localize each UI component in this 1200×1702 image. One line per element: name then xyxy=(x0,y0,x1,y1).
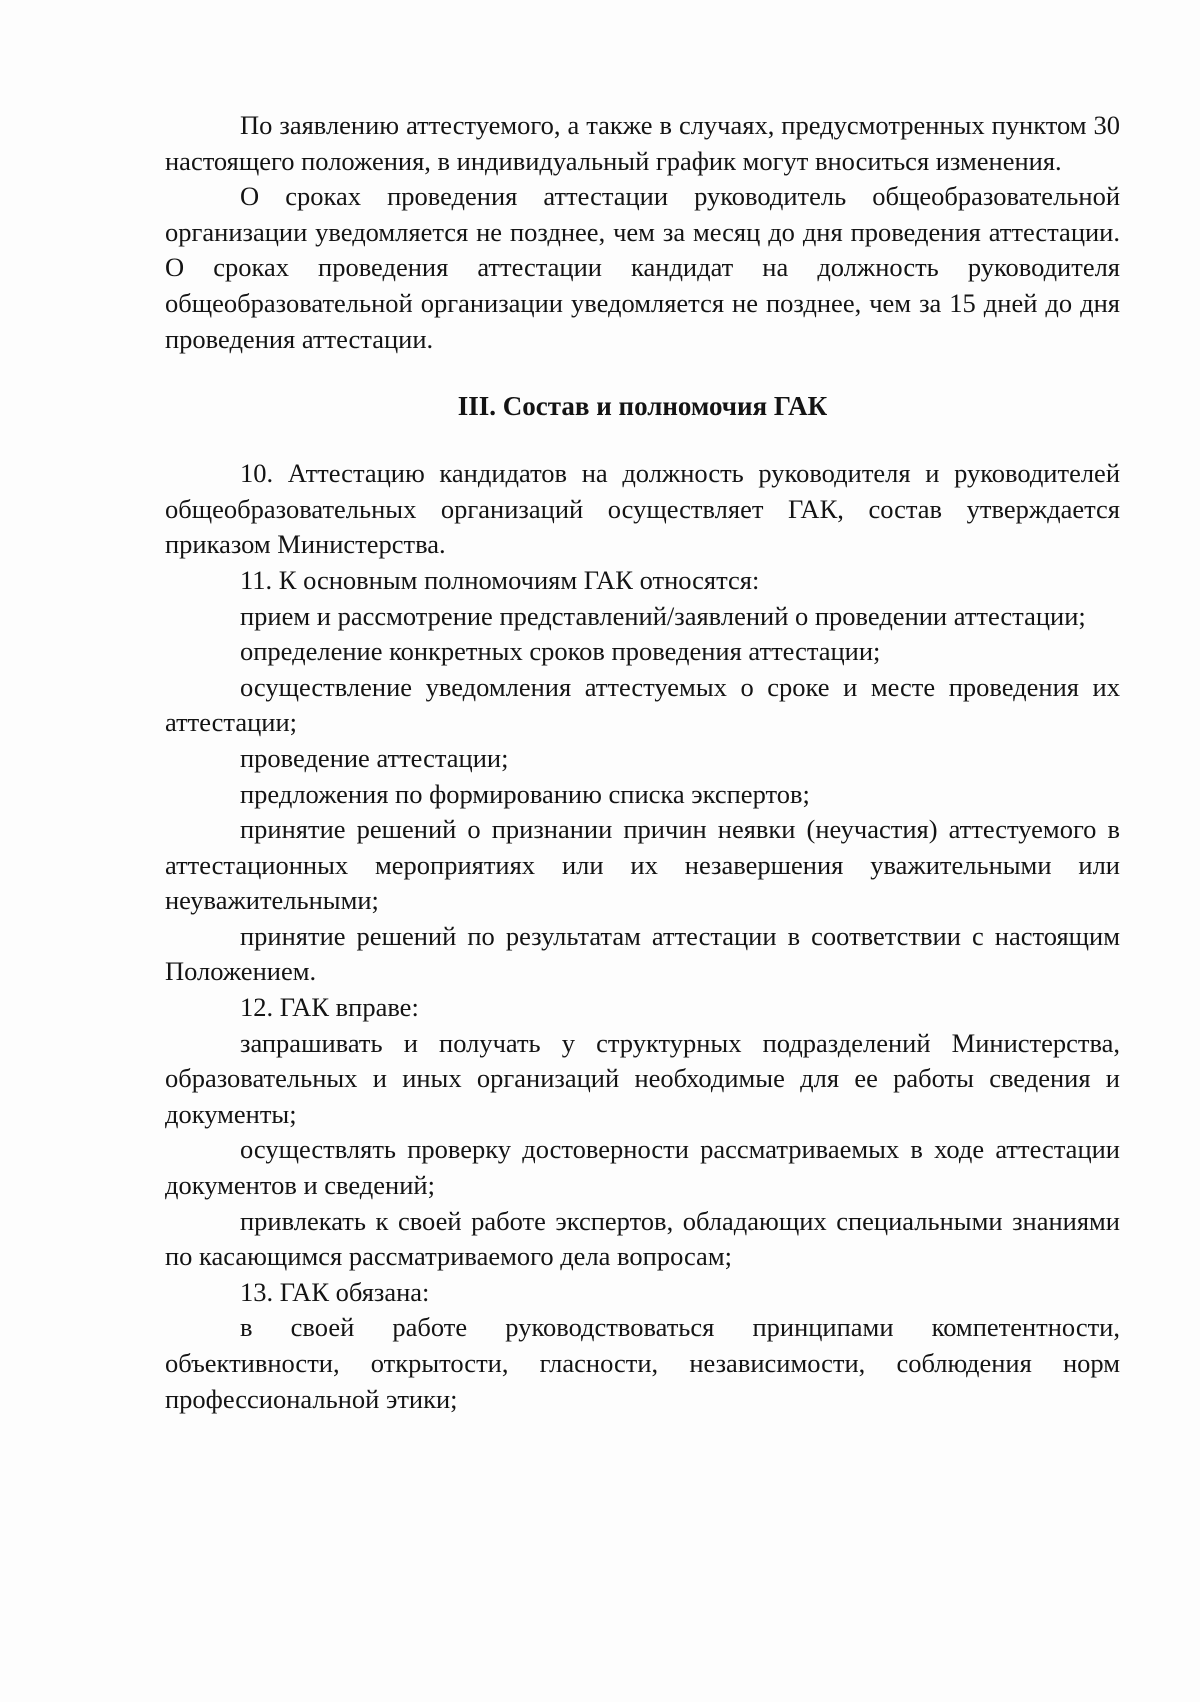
list-item-right: привлекать к своей работе экспертов, обладающих специальными знаниями по касающимся рассматриваемого дела вопросам; xyxy=(165,1205,1120,1272)
section-title: III. Состав и полномочия ГАК xyxy=(457,391,828,422)
list-item-duty: в своей работе руководствоваться принципами компетентности, объективности, открытости, гласности, независимости, соблюдения норм профессиональной этики; xyxy=(165,1312,1120,1414)
paragraph-10-gak-composition: 10. Аттестацию кандидатов на должность руководителя и руководителей общеобразовательных организаций осуществляет ГАК, состав утверждается приказом Министерства. xyxy=(165,458,1120,560)
paragraph-schedule-changes: По заявлению аттестуемого, а также в случаях, предусмотренных пунктом 30 настоящего положения, в индивидуальный график могут вноситься изменения. xyxy=(165,110,1120,176)
list-item-power: осуществление уведомления аттестуемых о сроке и месте проведения их аттестации; xyxy=(165,671,1120,738)
paragraph-12-rights-intro: 12. ГАК вправе: xyxy=(240,992,419,1023)
paragraph-11-powers-intro: 11. К основным полномочиям ГАК относятся: xyxy=(240,564,760,595)
list-item-power: определение конкретных сроков проведения аттестации; xyxy=(240,636,881,667)
list-item-power: проведение аттестации; xyxy=(240,742,509,773)
list-item-power: принятие решений по результатам аттестации в соответствии с настоящим Положением. xyxy=(165,920,1120,987)
paragraph-13-duties-intro: 13. ГАК обязана: xyxy=(240,1276,430,1307)
document-body xyxy=(165,108,1120,1417)
list-item-right: осуществлять проверку достоверности рассматриваемых в ходе аттестации документов и сведений; xyxy=(165,1134,1120,1201)
list-item-power: принятие решений о признании причин неявки (неучастия) аттестуемого в аттестационных мероприятиях или их незавершения уважительными или неуважительными; xyxy=(165,814,1120,916)
list-item-power: прием и рассмотрение представлений/заявлений о проведении аттестации; xyxy=(240,600,1086,631)
list-item-power: предложения по формированию списка экспертов; xyxy=(240,778,810,809)
paragraph-attestation-notice: О сроках проведения аттестации руководитель общеобразовательной организации уведомляется не позднее, чем за месяц до дня проведения аттестации. О сроках проведения аттестации кандидат на должность руководителя общеобразовательной организации уведомляется не позднее, чем за 15 дней до дня проведения аттестации. xyxy=(165,181,1120,354)
list-item-right: запрашивать и получать у структурных подразделений Министерства, образовательных и иных организаций необходимые для ее работы сведения и документы; xyxy=(165,1027,1120,1129)
